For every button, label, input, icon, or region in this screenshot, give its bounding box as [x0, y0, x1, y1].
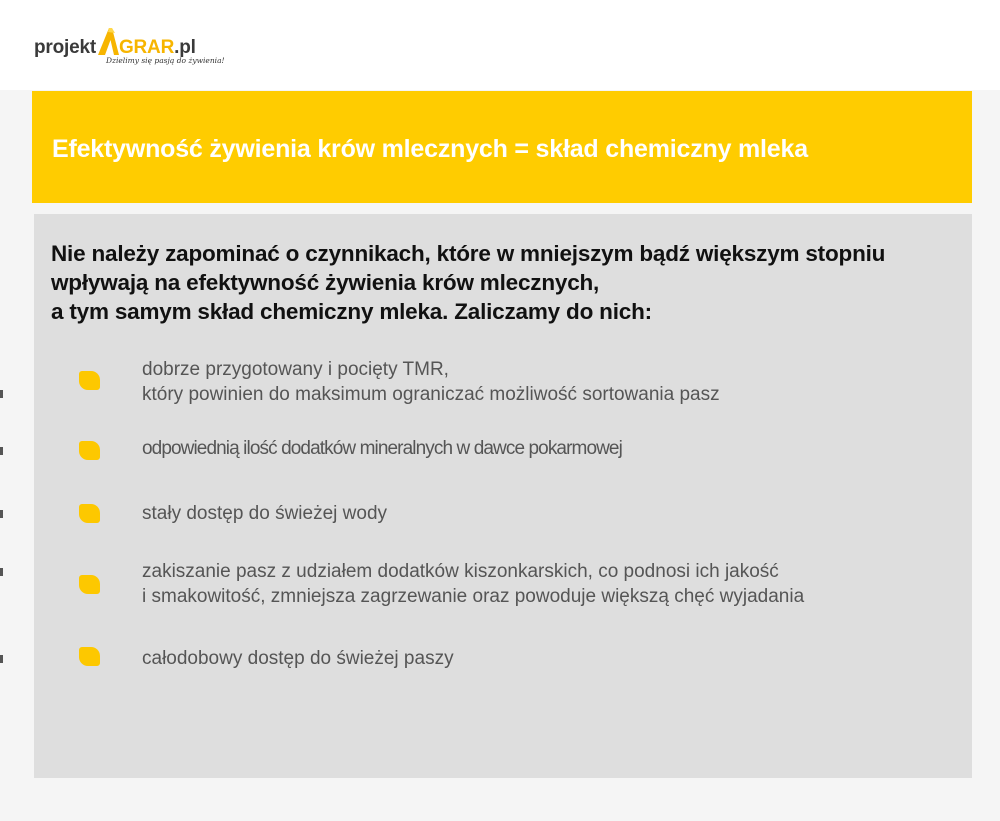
content-panel — [34, 214, 972, 778]
edge-marker — [0, 447, 3, 455]
list-item — [142, 501, 387, 526]
list-item-line: i smakowitość, zmniejsza zagrzewanie oraz powoduje większą chęć wyjadania — [142, 586, 805, 607]
list-item — [142, 559, 804, 609]
bullet-icon — [79, 371, 100, 390]
list-item-line: odpowiednią ilość dodatków mineralnych w dawce pokarmowej — [142, 438, 622, 459]
logo-a-icon — [96, 32, 118, 56]
edge-marker — [0, 568, 3, 576]
list-item-line: który powinien do maksimum ograniczać możliwość sortowania pasz — [142, 384, 720, 405]
list-item — [142, 646, 454, 671]
list-item-line: całodobowy dostęp do świeżej paszy — [142, 648, 454, 669]
title-banner — [32, 91, 972, 203]
bullet-icon — [79, 441, 100, 460]
page-title: Efektywność żywienia krów mlecznych = skład chemiczny mleka — [52, 135, 808, 163]
intro-line: a tym samym skład chemiczny mleka. Zaliczamy do nich: — [51, 299, 652, 324]
list-item-line: zakiszanie pasz z udziałem dodatków kiszonkarskich, co podnosi ich jakość — [142, 561, 779, 582]
header — [0, 0, 1000, 90]
list-item-line: stały dostęp do świeżej wody — [142, 503, 388, 524]
list-item — [142, 357, 720, 407]
edge-marker — [0, 655, 3, 663]
logo-tagline: Dzielimy się pasją do żywienia! — [106, 56, 225, 65]
projektagrar-logo[interactable] — [34, 22, 234, 70]
list-item — [142, 436, 622, 461]
bullet-icon — [79, 647, 100, 666]
list-item-line: dobrze przygotowany i pocięty TMR, — [142, 359, 449, 380]
edge-marker — [0, 510, 3, 518]
logo-prefix: projekt — [34, 37, 96, 58]
logo-suffix: .pl — [174, 37, 196, 58]
logo-wordmark — [34, 32, 196, 59]
intro-line: wpływają na efektywność żywienia krów mlecznych, — [51, 270, 600, 295]
edge-marker — [0, 390, 3, 398]
intro-line: Nie należy zapominać o czynnikach, które w mniejszym bądź większym stopniu — [51, 241, 886, 266]
bullet-icon — [79, 504, 100, 523]
logo-brand: GRAR — [118, 37, 175, 58]
intro-text — [51, 239, 951, 326]
bullet-icon — [79, 575, 100, 594]
